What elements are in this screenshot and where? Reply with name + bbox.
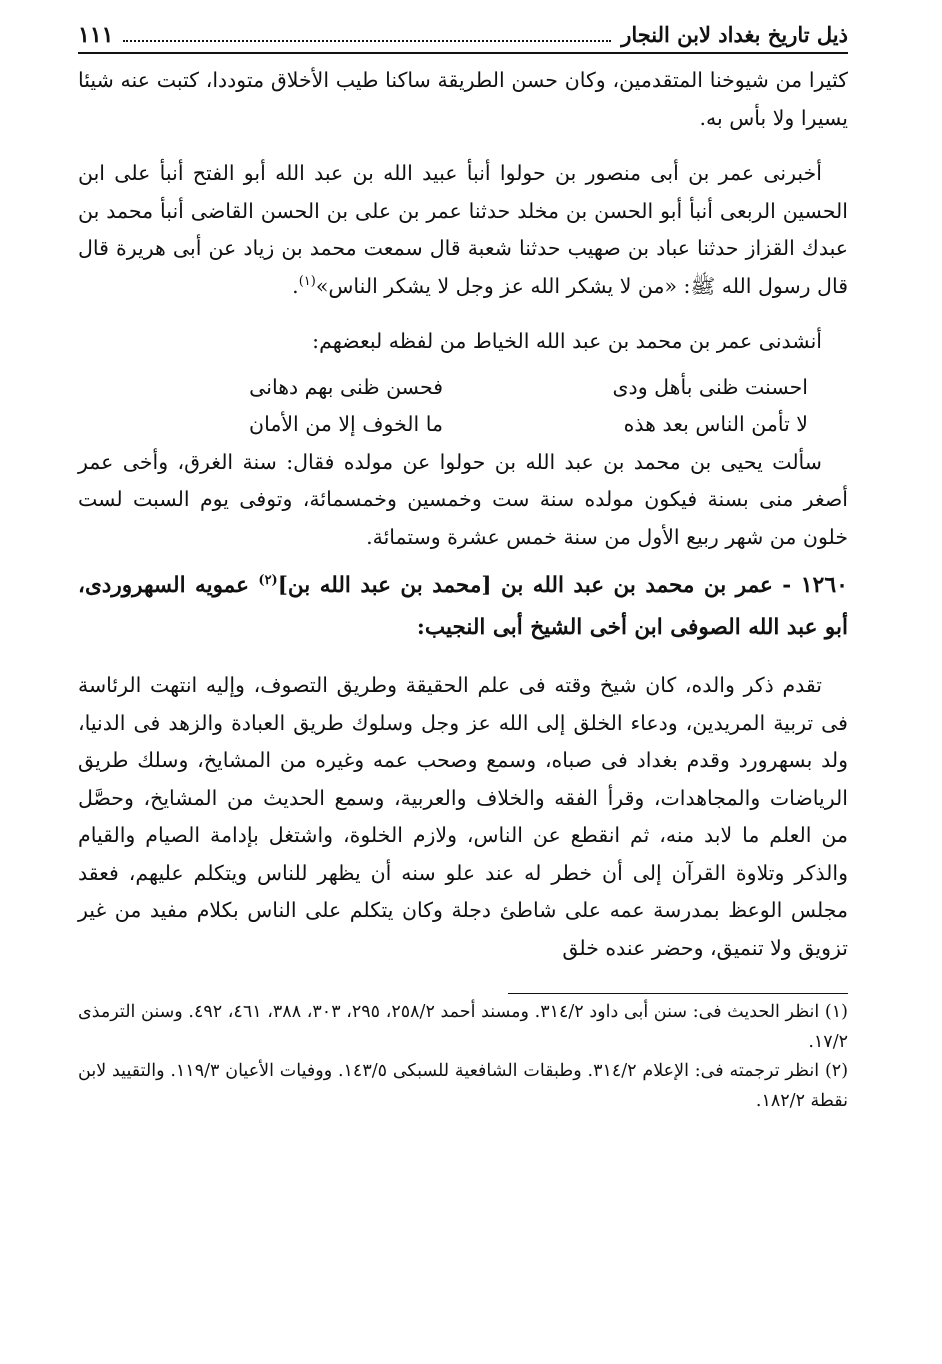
paragraph-birth-date: سألت يحيى بن محمد بن عبد الله بن حولوا عن مولده فقال: سنة الغرق، وأخى عمر أصغر منى بسنة فيكون مولده سنة ست وخمسين وخمسمائة، وتوفى يوم السبت لست خلون من شهر ربيع الأول من سنة خمس عشرة وستمائة.	[78, 449, 848, 549]
verse-2-second-hemistich: ما الخوف إلا من الأمان	[249, 412, 443, 436]
footnotes	[78, 998, 848, 1116]
entry-heading	[78, 564, 848, 649]
verse-2-first-hemistich: لا تأمن الناس بعد هذه	[623, 412, 808, 436]
paragraph-biography: تقدم ذكر والده، كان شيخ وقته فى علم الحقيقة وطريق التصوف، وإليه انتهت الرئاسة فى تربية المريدين، ودعاء الخلق إلى الله عز وجل وسلوك طريق العبادة والزهد فى الدنيا، ولد بسهرورد وقدم بغداد فى صباه، وسمع وصحب عمه وغيره من المشايخ، وسلك طريق الرياضات والمجاهدات، وقرأ الفقه والخلاف والعربية، وسمع الحديث من المشايخ، وحصَّل من العلم ما لابد منه، ثم انقطع عن الناس، ولازم الخلوة، واشتغل بإدامة الصيام والقيام والذكر وتلاوة القرآن إلى أن خطر له عند علو سنه أن يظهر للناس ويتكلم عليهم، فعقد مجلس الوعظ بمدرسة عمه على شاطئ دجلة وكان يتكلم على الناس بكلام مفيد من غير تزويق ولا تنميق، وحضر عنده خلق	[78, 673, 848, 960]
entry-title-part2: عمويه السهروردى، أبو عبد الله الصوفى ابن أخى الشيخ أبى النجيب:	[78, 573, 848, 640]
poem-verses	[78, 369, 848, 444]
paragraph-poem-intro: أنشدنى عمر بن محمد بن عبد الله الخياط من لفظه لبعضهم:	[312, 329, 822, 353]
book-page	[78, 22, 848, 1116]
paragraph-hadith-chain	[78, 155, 848, 305]
header-title: ذيل تاريخ بغداد لابن النجار	[621, 22, 848, 47]
page-number: ١١١	[78, 22, 114, 48]
footnote-2: (٢) انظر ترجمته فى: الإعلام ٣١٤/٢. وطبقات الشافعية للسبكى ١٤٣/٥. ووفيات الأعيان ١١٩/٣. والتقييد لابن نقطة ١٨٢/٢.	[78, 1061, 849, 1111]
entry-number: ١٢٦٠	[800, 572, 848, 598]
footnote-1: (١) انظر الحديث فى: سنن أبى داود ٣١٤/٢. ومسند أحمد ٢٥٨/٢، ٢٩٥، ٣٠٣، ٣٨٨، ٤٦١، ٤٩٢. وسنن الترمذى ١٧/٢.	[78, 1002, 848, 1052]
paragraph-continued: كثيرا من شيوخنا المتقدمين، وكان حسن الطريقة ساكنا طيب الأخلاق متوددا، كتبت عنه شيئا يسيرا ولا بأس به.	[78, 68, 848, 130]
hadith-text: أخبرنى عمر بن أبى منصور بن حولوا أنبأ عبيد الله بن عبد الله أبو الفتح أنبأ على ابن الحسين الربعى أنبأ أبو الحسن بن مخلد حدثنا عمر بن على بن الحسن القاضى أنبأ محمد بن عبدك القزاز حدثنا عباد بن صهيب حدثنا شعبة قال سمعت محمد بن زياد عن أبى هريرة قال قال رسول الله ﷺ: «من لا يشكر الله عز وجل لا يشكر الناس»	[78, 161, 848, 298]
footnote-ref-1: (١)	[298, 273, 316, 289]
hadith-end: .	[292, 273, 299, 298]
footnote-separator	[508, 993, 848, 994]
header-dot-leader	[123, 40, 611, 42]
verse-1-second-hemistich: فحسن ظنى بهم دهانى	[249, 374, 443, 399]
entry-title-part1: - عمر بن محمد بن عبد الله بن [محمد بن عبد الله بن]	[277, 573, 792, 598]
running-header	[78, 22, 848, 54]
verse-1-first-hemistich: احسنت ظنى بأهل ودى	[612, 374, 808, 399]
footnote-ref-2: (٢)	[258, 572, 278, 588]
